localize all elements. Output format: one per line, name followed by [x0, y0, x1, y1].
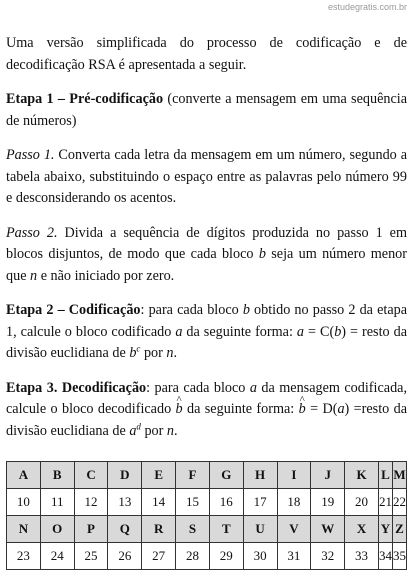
number-cell: 17: [243, 489, 277, 516]
power-base: b: [129, 345, 137, 361]
formula-d-open: = D(: [305, 401, 338, 417]
stage3-text-1: : para cada bloco: [146, 379, 250, 396]
letter-cell: L: [378, 462, 392, 489]
number-cell: 12: [74, 489, 108, 516]
letter-cell: H: [243, 462, 277, 489]
variable-n: n: [166, 422, 175, 439]
letter-cell: F: [176, 462, 210, 489]
stage2-paragraph: [6, 300, 407, 365]
formula-a: a: [337, 401, 345, 417]
letter-cell: Z: [392, 516, 406, 543]
step2-text-3: e não iniciado por zero.: [37, 267, 175, 284]
formula-by: por: [140, 422, 167, 439]
number-cell: 28: [176, 543, 210, 570]
formula-by: por: [140, 345, 167, 361]
watermark: estudegratis.com.br: [327, 2, 407, 12]
step2-text-2: seja um número menor que: [6, 246, 407, 284]
stage1-paragraph: [6, 89, 407, 132]
letter-cell: M: [392, 462, 406, 489]
letter-cell: Y: [378, 516, 392, 543]
formula-a: a: [296, 323, 304, 340]
letter-cell: S: [176, 516, 210, 543]
number-cell: 11: [40, 489, 74, 516]
formula-rest: ) =resto da divisão euclidiana de: [6, 401, 407, 439]
intro-paragraph: Uma versão simplificada do processo de codificação e de decodificação RSA é apresentada a seguir.: [6, 35, 407, 73]
stage3-title: Etapa 3. Decodificação: [6, 379, 147, 396]
stage3-text-3: da seguinte forma:: [182, 401, 299, 417]
number-cell: 18: [277, 489, 311, 516]
variable-n: n: [166, 345, 174, 361]
variable-a: a: [175, 323, 183, 340]
number-cell: 30: [243, 543, 277, 570]
number-cell: 27: [142, 543, 176, 570]
letter-cell: X: [345, 516, 379, 543]
letter-cell: D: [108, 462, 142, 489]
number-cell: 13: [108, 489, 142, 516]
number-cell: 26: [108, 543, 142, 570]
step1-label: Passo 1.: [6, 147, 55, 163]
letter-cell: A: [7, 462, 41, 489]
formula-b-hat: ^ b: [299, 399, 306, 421]
stage3-paragraph: [6, 378, 407, 443]
number-row: [7, 489, 407, 516]
stage1-description: (converte a mensagem em uma sequência de números): [6, 91, 407, 129]
letter-cell: W: [311, 516, 345, 543]
variable-n: n: [30, 267, 38, 284]
letter-cell: U: [243, 516, 277, 543]
letter-row: [7, 462, 407, 489]
variable-b: b: [258, 246, 266, 262]
power-exponent: d: [136, 420, 141, 431]
stage2-text-1: : para cada bloco: [140, 302, 243, 318]
number-cell: 20: [345, 489, 379, 516]
number-cell: 23: [7, 543, 41, 570]
step1-paragraph: [6, 145, 407, 210]
power-exponent: c: [136, 343, 141, 354]
period: .: [174, 422, 178, 439]
step2-text-1: Divida a sequência de dígitos produzida no passo 1 em blocos disjuntos, de modo que cada bloco: [6, 224, 407, 262]
step2-label: Passo 2.: [6, 224, 58, 241]
number-cell: 19: [311, 489, 345, 516]
letter-cell: P: [74, 516, 108, 543]
number-cell: 32: [311, 543, 345, 570]
letter-number-table: [6, 461, 407, 570]
letter-cell: J: [311, 462, 345, 489]
period: .: [173, 345, 178, 361]
document-body: [6, 33, 407, 455]
variable-b: b: [242, 302, 250, 318]
number-cell: 34: [378, 543, 392, 570]
number-cell: 24: [40, 543, 74, 570]
number-row: [7, 543, 407, 570]
formula-b: b: [334, 323, 342, 340]
power-base: a: [129, 422, 137, 439]
variable-a: a: [249, 379, 257, 396]
letter-cell: R: [142, 516, 176, 543]
letter-cell: I: [277, 462, 311, 489]
number-cell: 25: [74, 543, 108, 570]
number-cell: 10: [7, 489, 41, 516]
variable-b-hat: ^ b: [176, 399, 183, 421]
number-cell: 16: [209, 489, 243, 516]
stage1-title: Etapa 1 – Pré-codificação: [6, 91, 164, 107]
letter-cell: T: [209, 516, 243, 543]
letter-cell: C: [74, 462, 108, 489]
number-cell: 15: [176, 489, 210, 516]
number-cell: 14: [142, 489, 176, 516]
letter-cell: N: [7, 516, 41, 543]
letter-cell: E: [142, 462, 176, 489]
number-cell: 22: [392, 489, 406, 516]
stage2-text-3: da seguinte forma:: [182, 323, 297, 340]
letter-row: [7, 516, 407, 543]
number-cell: 33: [345, 543, 379, 570]
letter-cell: O: [40, 516, 74, 543]
formula-c-open: = C(: [304, 323, 335, 340]
number-cell: 35: [392, 543, 406, 570]
stage2-text-2: obtido no passo 2 da etapa 1, calcule o bloco codificado: [6, 302, 408, 340]
step1-text: Converta cada letra da mensagem em um número, segundo a tabela abaixo, substituindo o espaço entre as palavras pelo número 99 e desconsiderando os acentos.: [6, 147, 408, 206]
letter-cell: K: [345, 462, 379, 489]
stage3-text-2: da mensagem codificada, calcule o bloco decodificado: [6, 379, 408, 417]
step2-paragraph: [6, 223, 407, 288]
letter-cell: G: [209, 462, 243, 489]
formula-rest: ) = resto da divisão euclidiana de: [6, 323, 407, 361]
number-cell: 21: [378, 489, 392, 516]
number-cell: 31: [277, 543, 311, 570]
letter-cell: V: [277, 516, 311, 543]
stage2-title: Etapa 2 – Codificação: [6, 302, 141, 318]
letter-cell: B: [40, 462, 74, 489]
number-cell: 29: [209, 543, 243, 570]
letter-cell: Q: [108, 516, 142, 543]
